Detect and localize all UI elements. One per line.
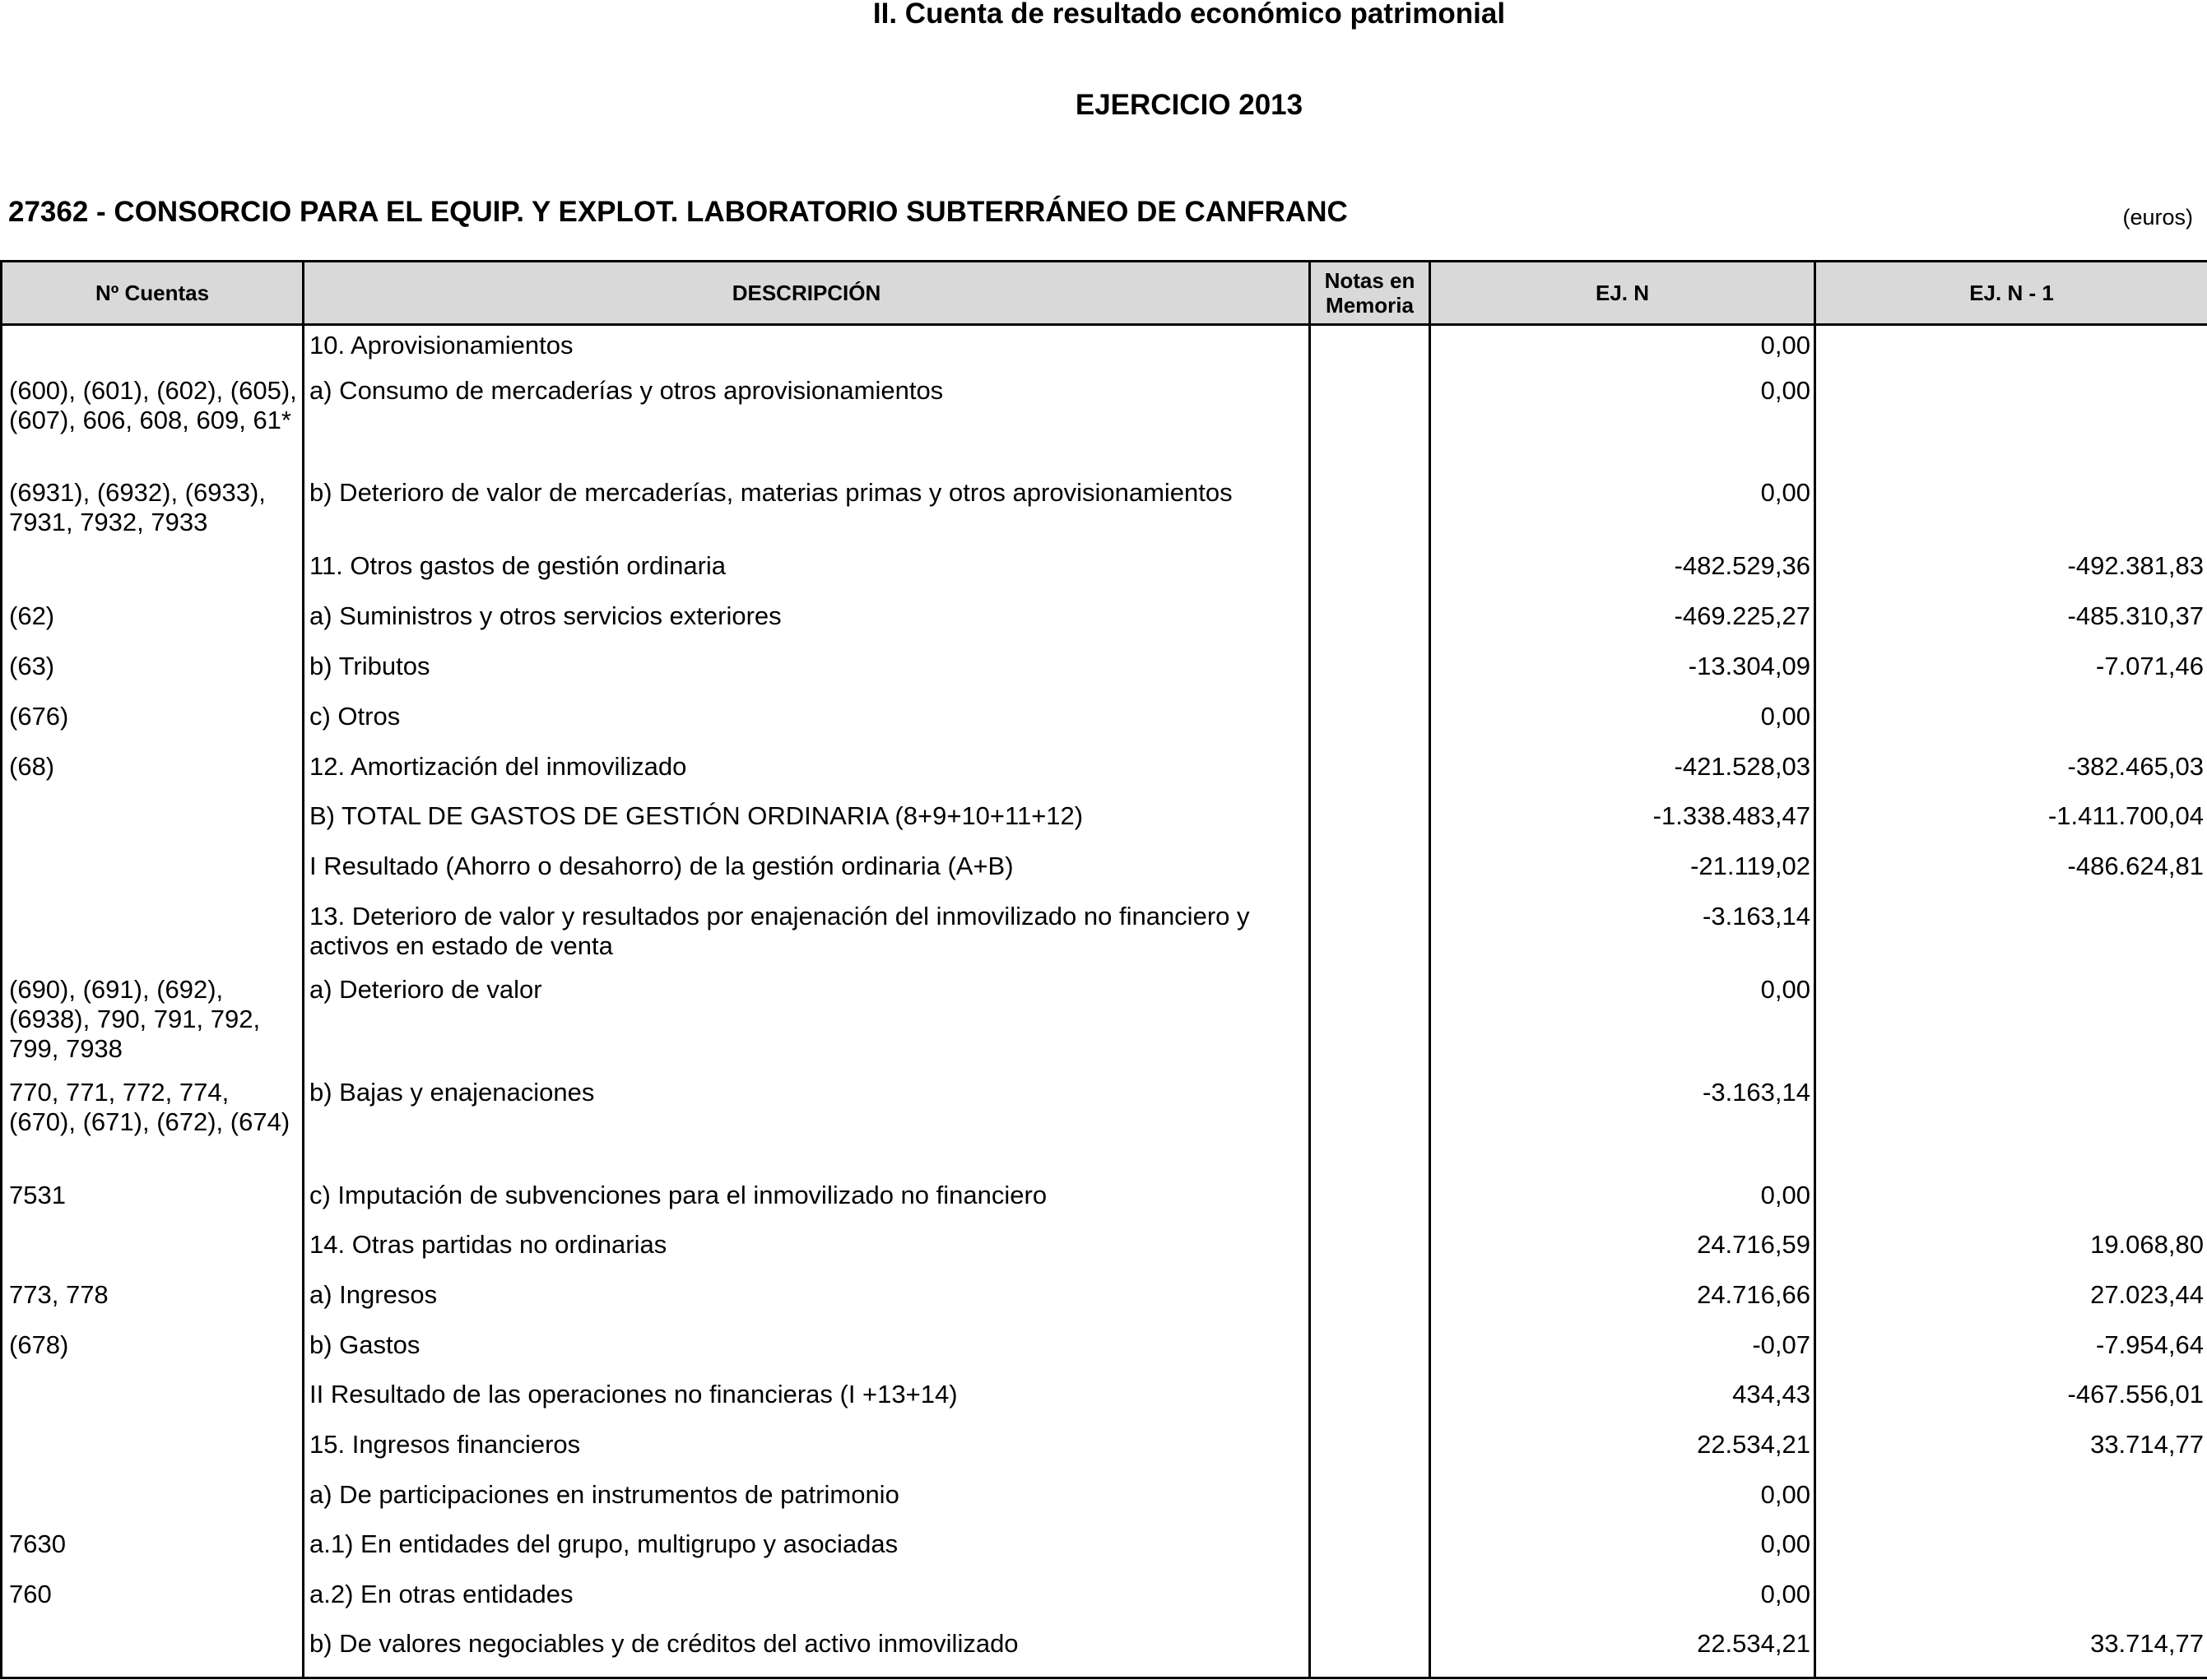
value-year-n: 0,00 (1430, 702, 1815, 752)
description: a) Ingresos (304, 1280, 1310, 1330)
table-row (2, 975, 2207, 1078)
value-year-n: 0,00 (1430, 478, 1815, 551)
table-row (2, 1078, 2207, 1181)
value-year-n: 0,00 (1430, 376, 1815, 478)
description: a.2) En otras entidades (304, 1580, 1310, 1629)
table-row (2, 1529, 2207, 1580)
exercise-year: EJERCICIO 2013 (1075, 89, 1303, 121)
account-codes: (690), (691), (692), (6938), 790, 791, 792, 799, 7938 (2, 975, 304, 1078)
value-year-n: -21.119,02 (1430, 852, 1815, 902)
value-year-n-minus-1 (1815, 325, 2207, 376)
table-row (2, 852, 2207, 902)
table-body (2, 325, 2207, 1678)
value-year-n-minus-1: -382.465,03 (1815, 752, 2207, 801)
col-header-year-n: EJ. N (1430, 262, 1815, 325)
memory-notes (1310, 1529, 1430, 1580)
value-year-n-minus-1 (1815, 478, 2207, 551)
table-row (2, 1330, 2207, 1380)
memory-notes (1310, 1580, 1430, 1629)
value-year-n: 0,00 (1430, 1480, 1815, 1529)
value-year-n: -13.304,09 (1430, 652, 1815, 702)
memory-notes (1310, 852, 1430, 902)
value-year-n: 22.534,21 (1430, 1629, 1815, 1678)
col-header-notes: Notas en Memoria (1310, 262, 1430, 325)
income-statement-table (0, 260, 2207, 1679)
account-codes: (63) (2, 652, 304, 702)
value-year-n: 0,00 (1430, 975, 1815, 1078)
account-codes: 770, 771, 772, 774, (670), (671), (672), (674) (2, 1078, 304, 1181)
description: a) Deterioro de valor (304, 975, 1310, 1078)
table-row (2, 325, 2207, 376)
value-year-n-minus-1 (1815, 1529, 2207, 1580)
value-year-n: 0,00 (1430, 1580, 1815, 1629)
table-row (2, 478, 2207, 551)
memory-notes (1310, 1181, 1430, 1230)
account-codes (2, 1380, 304, 1430)
table-row (2, 702, 2207, 752)
memory-notes (1310, 1230, 1430, 1280)
description: b) Deterioro de valor de mercaderías, materias primas y otros aprovisionamientos (304, 478, 1310, 551)
col-header-description: DESCRIPCIÓN (304, 262, 1310, 325)
account-codes (2, 1629, 304, 1678)
value-year-n-minus-1: 33.714,77 (1815, 1629, 2207, 1678)
value-year-n-minus-1 (1815, 1078, 2207, 1181)
value-year-n-minus-1: -485.310,37 (1815, 601, 2207, 652)
value-year-n-minus-1: 33.714,77 (1815, 1430, 2207, 1480)
description: 11. Otros gastos de gestión ordinaria (304, 551, 1310, 601)
description: a) De participaciones en instrumentos de patrimonio (304, 1480, 1310, 1529)
account-codes (2, 1230, 304, 1280)
description: I Resultado (Ahorro o desahorro) de la gestión ordinaria (A+B) (304, 852, 1310, 902)
account-codes (2, 801, 304, 852)
description: a) Consumo de mercaderías y otros aprovisionamientos (304, 376, 1310, 478)
table-row (2, 601, 2207, 652)
value-year-n: 24.716,59 (1430, 1230, 1815, 1280)
table-row (2, 652, 2207, 702)
value-year-n: -469.225,27 (1430, 601, 1815, 652)
account-codes: (62) (2, 601, 304, 652)
description: 12. Amortización del inmovilizado (304, 752, 1310, 801)
table-row (2, 1380, 2207, 1430)
value-year-n: -421.528,03 (1430, 752, 1815, 801)
account-codes (2, 852, 304, 902)
value-year-n-minus-1 (1815, 1580, 2207, 1629)
description: 10. Aprovisionamientos (304, 325, 1310, 376)
value-year-n-minus-1 (1815, 902, 2207, 975)
value-year-n-minus-1: 27.023,44 (1815, 1280, 2207, 1330)
account-codes: (676) (2, 702, 304, 752)
value-year-n: 0,00 (1430, 1529, 1815, 1580)
memory-notes (1310, 478, 1430, 551)
memory-notes (1310, 752, 1430, 801)
value-year-n: -482.529,36 (1430, 551, 1815, 601)
account-codes: (600), (601), (602), (605), (607), 606, 608, 609, 61* (2, 376, 304, 478)
description: B) TOTAL DE GASTOS DE GESTIÓN ORDINARIA (8+9+10+11+12) (304, 801, 1310, 852)
account-codes (2, 551, 304, 601)
account-codes: (68) (2, 752, 304, 801)
description: b) Gastos (304, 1330, 1310, 1380)
entity-name: 27362 - CONSORCIO PARA EL EQUIP. Y EXPLOT. LABORATORIO SUBTERRÁNEO DE CANFRANC (8, 196, 1348, 228)
value-year-n-minus-1: -467.556,01 (1815, 1380, 2207, 1430)
table-header-row (2, 262, 2207, 325)
memory-notes (1310, 975, 1430, 1078)
table-row (2, 551, 2207, 601)
table-row (2, 1230, 2207, 1280)
table-row (2, 1430, 2207, 1480)
memory-notes (1310, 1430, 1430, 1480)
memory-notes (1310, 551, 1430, 601)
account-codes (2, 325, 304, 376)
account-codes: 773, 778 (2, 1280, 304, 1330)
description: 15. Ingresos financieros (304, 1430, 1310, 1480)
account-codes: 7531 (2, 1181, 304, 1230)
value-year-n-minus-1: -1.411.700,04 (1815, 801, 2207, 852)
description: a.1) En entidades del grupo, multigrupo y asociadas (304, 1529, 1310, 1580)
description: b) Bajas y enajenaciones (304, 1078, 1310, 1181)
memory-notes (1310, 1480, 1430, 1529)
col-header-year-n-minus-1: EJ. N - 1 (1815, 262, 2207, 325)
table-row (2, 801, 2207, 852)
value-year-n-minus-1: -492.381,83 (1815, 551, 2207, 601)
description: c) Otros (304, 702, 1310, 752)
memory-notes (1310, 1380, 1430, 1430)
value-year-n-minus-1 (1815, 975, 2207, 1078)
description: a) Suministros y otros servicios exteriores (304, 601, 1310, 652)
account-codes (2, 1430, 304, 1480)
page-title: II. Cuenta de resultado económico patrimonial (872, 0, 1506, 30)
memory-notes (1310, 801, 1430, 852)
description: b) Tributos (304, 652, 1310, 702)
value-year-n-minus-1 (1815, 702, 2207, 752)
table-row (2, 376, 2207, 478)
value-year-n: 24.716,66 (1430, 1280, 1815, 1330)
description: II Resultado de las operaciones no financieras (I +13+14) (304, 1380, 1310, 1430)
memory-notes (1310, 902, 1430, 975)
table-row (2, 1629, 2207, 1678)
value-year-n-minus-1: 19.068,80 (1815, 1230, 2207, 1280)
value-year-n: 434,43 (1430, 1380, 1815, 1430)
col-header-accounts: Nº Cuentas (2, 262, 304, 325)
table-row (2, 1181, 2207, 1230)
table-row (2, 752, 2207, 801)
memory-notes (1310, 1330, 1430, 1380)
value-year-n: -3.163,14 (1430, 1078, 1815, 1181)
account-codes: 760 (2, 1580, 304, 1629)
memory-notes (1310, 1629, 1430, 1678)
value-year-n: -1.338.483,47 (1430, 801, 1815, 852)
account-codes (2, 1480, 304, 1529)
value-year-n: 0,00 (1430, 325, 1815, 376)
table-row (2, 1480, 2207, 1529)
memory-notes (1310, 1280, 1430, 1330)
value-year-n-minus-1: -7.071,46 (1815, 652, 2207, 702)
account-codes: (678) (2, 1330, 304, 1380)
memory-notes (1310, 601, 1430, 652)
memory-notes (1310, 376, 1430, 478)
value-year-n: 0,00 (1430, 1181, 1815, 1230)
memory-notes (1310, 1078, 1430, 1181)
account-codes: 7630 (2, 1529, 304, 1580)
description: b) De valores negociables y de créditos del activo inmovilizado (304, 1629, 1310, 1678)
value-year-n: 22.534,21 (1430, 1430, 1815, 1480)
account-codes (2, 902, 304, 975)
value-year-n: -0,07 (1430, 1330, 1815, 1380)
value-year-n-minus-1: -7.954,64 (1815, 1330, 2207, 1380)
memory-notes (1310, 702, 1430, 752)
value-year-n: -3.163,14 (1430, 902, 1815, 975)
memory-notes (1310, 325, 1430, 376)
value-year-n-minus-1 (1815, 376, 2207, 478)
table-row (2, 902, 2207, 975)
table-row (2, 1280, 2207, 1330)
table-row (2, 1580, 2207, 1629)
description: 13. Deterioro de valor y resultados por enajenación del inmovilizado no financiero y activos en estado de venta (304, 902, 1310, 975)
value-year-n-minus-1: -486.624,81 (1815, 852, 2207, 902)
value-year-n-minus-1 (1815, 1181, 2207, 1230)
value-year-n-minus-1 (1815, 1480, 2207, 1529)
description: c) Imputación de subvenciones para el inmovilizado no financiero (304, 1181, 1310, 1230)
memory-notes (1310, 652, 1430, 702)
account-codes: (6931), (6932), (6933), 7931, 7932, 7933 (2, 478, 304, 551)
description: 14. Otras partidas no ordinarias (304, 1230, 1310, 1280)
currency-units: (euros) (2122, 205, 2193, 230)
